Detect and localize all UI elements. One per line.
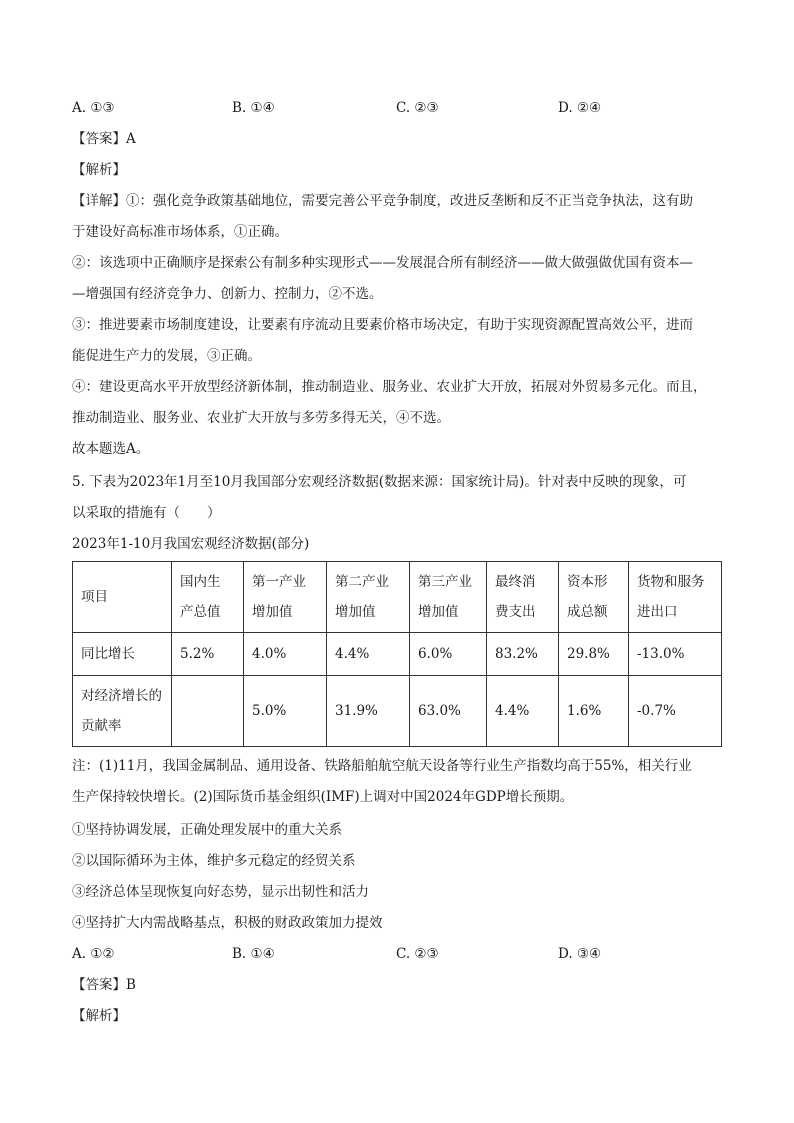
table-row	[73, 633, 722, 676]
table-cell: 5.0%	[244, 676, 327, 747]
q5-statement: ③经济总体呈现恢复向好态势，显示出韧性和活力	[72, 884, 369, 900]
q5-note-line: 生产保持较快增长。(2)国际货币基金组织(IMF)上调对中国2024年GDP增长预期。	[72, 789, 574, 805]
table-cell: 对经济增长的 贡献率	[73, 676, 172, 747]
table-cell: 6.0%	[410, 633, 487, 676]
table-cell: 31.9%	[327, 676, 410, 747]
q5-stem-line: 以采取的措施有（ ）	[72, 505, 221, 521]
table-cell: -0.7%	[629, 676, 722, 747]
q4-detail-line: 【详解】①：强化竞争政策基础地位，需要完善公平竞争制度，改进反垄断和反不正当竞争执法，这有助	[72, 193, 693, 209]
q4-detail-line: ③：推进要素市场制度建设，让要素有序流动且要素价格市场决定，有助于实现资源配置高效公平，进而	[72, 317, 693, 333]
q5-table-title: 2023年1-10月我国宏观经济数据(部分)	[72, 536, 310, 552]
q4-detail-line: 推动制造业、服务业、农业扩大开放与多劳多得无关，④不选。	[72, 410, 450, 426]
table-header-cell: 第三产业 增加值	[410, 562, 487, 633]
table-cell: 63.0%	[410, 676, 487, 747]
table-header-cell: 资本形 成总额	[559, 562, 629, 633]
q4-detail-line: ④：建设更高水平开放型经济新体制，推动制造业、服务业、农业扩大开放，拓展对外贸易多元化。而且，	[72, 379, 707, 395]
q4-analysis-title: 【解析】	[72, 162, 126, 178]
q5-stem-line: 5. 下表为2023年1月至10月我国部分宏观经济数据(数据来源：国家统计局)。针对表中反映的现象，可	[72, 474, 687, 490]
q4-detail-line: 能促进生产力的发展，③正确。	[72, 348, 261, 364]
q4-option-b: B. ①④	[232, 100, 275, 116]
q5-analysis-title: 【解析】	[72, 1008, 126, 1024]
q5-note-line: 注：(1)11月，我国金属制品、通用设备、铁路船舶航空航天设备等行业生产指数均高于55%，相关行业	[72, 758, 692, 774]
q4-option-c: C. ②③	[396, 100, 439, 116]
q4-detail-line: 故本题选A。	[72, 441, 150, 457]
table-header-row	[73, 562, 722, 633]
table-header-cell: 最终消 费支出	[487, 562, 559, 633]
table-cell: 4.4%	[327, 633, 410, 676]
q4-option-d: D. ②④	[558, 100, 602, 116]
q5-statement: ②以国际循环为主体，维护多元稳定的经贸关系	[72, 853, 356, 869]
table-cell: -13.0%	[629, 633, 722, 676]
table-cell: 83.2%	[487, 633, 559, 676]
q5-statement: ①坚持协调发展，正确处理发展中的重大关系	[72, 822, 342, 838]
table-cell: 5.2%	[172, 633, 244, 676]
q4-option-a: A. ①③	[72, 100, 115, 116]
table-cell: 29.8%	[559, 633, 629, 676]
q4-detail-line: —增强国有经济竞争力、创新力、控制力，②不选。	[72, 286, 383, 302]
q4-detail-line: ②：该选项中正确顺序是探索公有制多种实现形式——发展混合所有制经济——做大做强做优国有资本—	[72, 255, 693, 271]
q5-option-c: C. ②③	[396, 946, 439, 962]
table-header-cell: 第二产业 增加值	[327, 562, 410, 633]
table-cell: 4.4%	[487, 676, 559, 747]
macro-data-table	[72, 561, 722, 747]
q5-option-d: D. ③④	[558, 946, 602, 962]
table-cell: 1.6%	[559, 676, 629, 747]
table-cell: 4.0%	[244, 633, 327, 676]
table-row	[73, 676, 722, 747]
q5-answer: 【答案】B	[72, 977, 136, 993]
table-header-cell: 货物和服务 进出口	[629, 562, 722, 633]
q4-answer: 【答案】A	[72, 131, 136, 147]
table-header-cell: 第一产业 增加值	[244, 562, 327, 633]
table-cell	[172, 676, 244, 747]
q4-detail-line: 于建设好高标准市场体系，①正确。	[72, 224, 288, 240]
table-header-cell: 项目	[73, 562, 172, 633]
table-cell: 同比增长	[73, 633, 172, 676]
q5-option-a: A. ①②	[72, 946, 115, 962]
q5-option-b: B. ①④	[232, 946, 275, 962]
q5-statement: ④坚持扩大内需战略基点，积极的财政政策加力提效	[72, 915, 383, 931]
table-header-cell: 国内生 产总值	[172, 562, 244, 633]
